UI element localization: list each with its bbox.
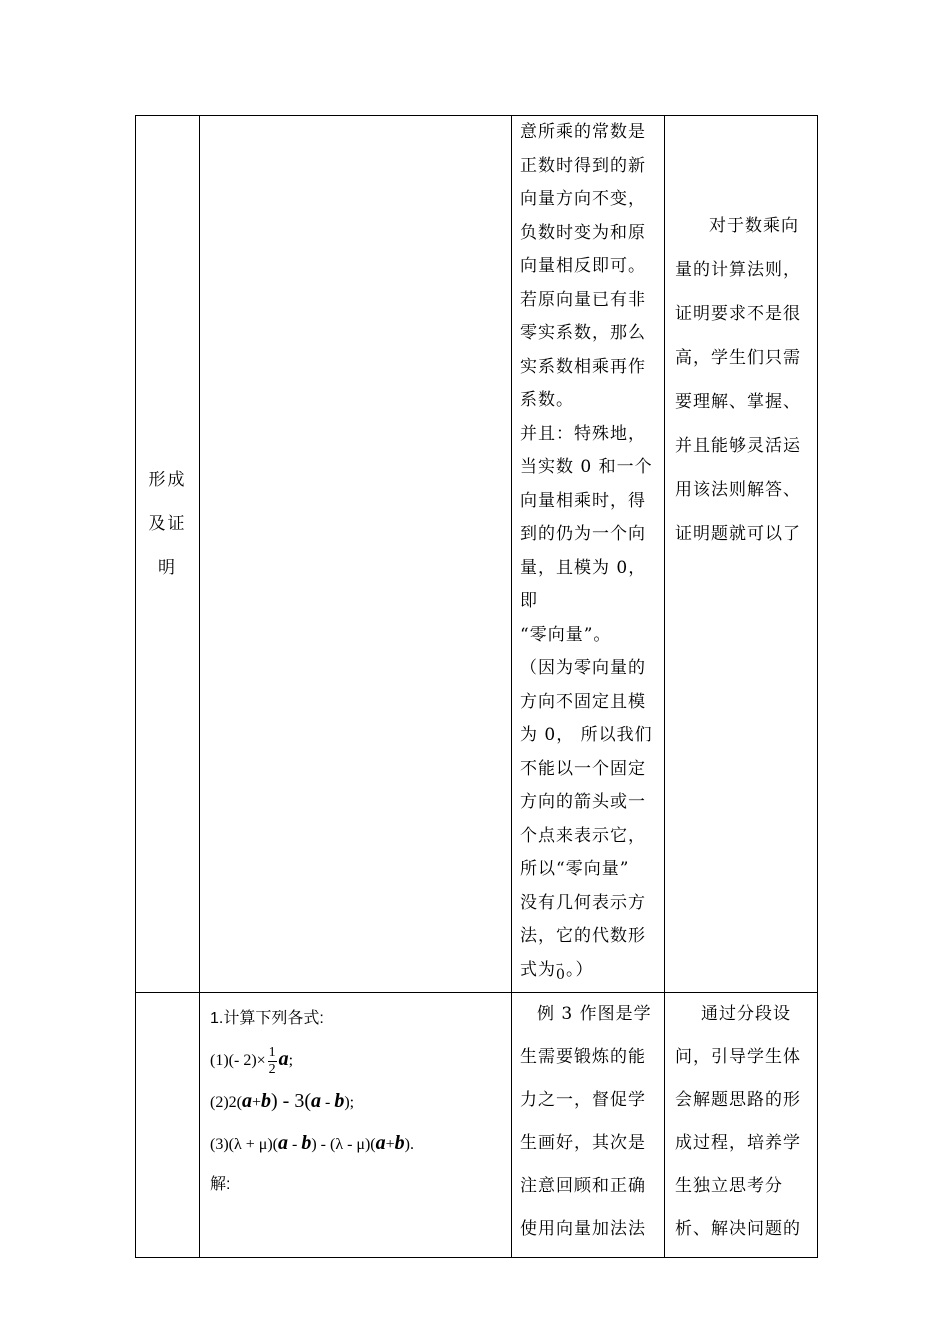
text-line: 不能以一个固定 (520, 758, 646, 779)
math-term: ) - (λ - μ)( (311, 1136, 376, 1153)
text-line: 方向不固定且模 (520, 691, 646, 712)
exercise-title: 1.计算下列各式: (210, 1010, 324, 1027)
text-line: 负数时变为和原 (520, 222, 646, 243)
text-line: 量的计算法则， (675, 260, 801, 280)
text-fragment: 式为 (520, 959, 556, 980)
vector-a: a (278, 1048, 289, 1070)
text-line: 生独立思考分 (675, 1176, 783, 1196)
vector-b: b (301, 1132, 312, 1154)
text-line: 用该法则解答、 (675, 480, 801, 500)
text-line: 证明要求不是很 (675, 304, 801, 324)
design-intent-cell (665, 993, 818, 1258)
student-activity-cell (512, 116, 665, 993)
text-line: 若原向量已有非 (520, 289, 646, 310)
text-line: 生画好，其次是 (520, 1133, 646, 1153)
text-line: 法，它的代数形 (520, 926, 646, 946)
math-punct: ). (404, 1136, 414, 1153)
table-row-formation-proof (136, 116, 818, 993)
text-line: 量，且模为 0，即 (520, 557, 647, 611)
design-intent-cell (665, 116, 818, 993)
exercise-number: (3) (210, 1136, 229, 1153)
text-line: 向量相乘时，得 (520, 490, 646, 511)
text-line: 注意回顾和正确 (520, 1176, 646, 1196)
exercise-cell (200, 993, 512, 1258)
vector-a: a (278, 1132, 288, 1154)
text-line: 高，学生们只需 (675, 348, 801, 368)
text-line: 生需要锻炼的能 (520, 1047, 646, 1067)
text-line: 例 3 作图是学 (537, 1004, 652, 1024)
text-line: 零实系数，那么 (520, 323, 646, 343)
zero-vector-symbol: → 0 (556, 959, 566, 993)
text-line: 没有几何表示方 (520, 892, 646, 913)
text-fragment: 。） (566, 959, 594, 980)
vector-b: b (334, 1090, 345, 1112)
math-operator: + (385, 1136, 395, 1153)
text-line: 通过分段设 (701, 1004, 791, 1024)
math-term: ) - 3( (271, 1090, 311, 1112)
text-line: 方向的箭头或一 (520, 792, 646, 812)
stage-label-cell-empty (136, 993, 200, 1258)
text-line: 向量方向不变， (520, 189, 646, 209)
text-line: 向量相反即可。 (520, 256, 646, 276)
vector-a: a (241, 1090, 252, 1112)
fraction-numerator: 1 (268, 1044, 276, 1060)
stage-label-line: 及证 (148, 514, 187, 534)
content-cell-empty (200, 116, 512, 993)
text-line: 证明题就可以了 (675, 524, 801, 544)
text-line: 正数时得到的新 (520, 155, 646, 176)
fraction-denominator: 2 (268, 1061, 276, 1077)
math-term: (λ + μ)( (228, 1136, 278, 1153)
answer-label: 解: (210, 1176, 231, 1193)
exercise-1 (210, 1039, 503, 1081)
stage-label-cell (136, 116, 200, 993)
exercise-2 (210, 1081, 503, 1123)
text-line: 个点来表示它， (520, 825, 646, 846)
text-line: 析、解决问题的 (675, 1219, 801, 1239)
math-operator: + (251, 1094, 262, 1111)
text-line: 并且：特殊地， (520, 423, 646, 444)
text-line: 所以“零向量” (520, 859, 630, 879)
vector-b: b (394, 1132, 405, 1154)
text-line: 到的仍为一个向 (520, 524, 646, 544)
text-line: 力之一，督促学 (520, 1090, 646, 1110)
text-line: （因为零向量的 (520, 658, 646, 678)
math-term: 2( (228, 1094, 242, 1111)
math-operator: - (288, 1136, 302, 1153)
vector-a: a (375, 1132, 386, 1154)
math-operator: - (321, 1094, 335, 1111)
text-line: 会解题思路的形 (675, 1090, 801, 1110)
vector-a: a (311, 1090, 321, 1112)
text-line-zero-vector (520, 954, 660, 993)
fraction-one-half (268, 1045, 277, 1078)
text-line: “零向量”。 (520, 624, 612, 645)
vector-b: b (261, 1090, 272, 1112)
stage-label-line: 形成 (148, 470, 187, 490)
text-line: 为 0， 所以我们 (520, 725, 653, 745)
text-line: 要理解、掌握、 (675, 392, 801, 412)
text-line: 问，引导学生体 (675, 1047, 801, 1067)
text-line: 系数。 (520, 390, 574, 410)
text-line: 意所乘的常数是 (520, 122, 646, 142)
exercise-3 (210, 1123, 503, 1165)
exercise-number: (2) (210, 1094, 229, 1111)
stage-label-line: 明 (158, 558, 177, 578)
lesson-plan-table (135, 115, 818, 1258)
student-activity-cell (512, 993, 665, 1258)
text-line: 实系数相乘再作 (520, 356, 646, 377)
text-line: 当实数 0 和一个 (520, 457, 653, 477)
table-row-exercise (136, 993, 818, 1258)
math-punct: ; (288, 1052, 294, 1069)
exercise-number: (1) (210, 1052, 229, 1069)
text-line: 并且能够灵活运 (675, 436, 801, 456)
text-line: 对于数乘向 (709, 216, 799, 236)
text-line: 成过程，培养学 (675, 1133, 801, 1153)
math-punct: ); (344, 1094, 355, 1111)
text-line: 使用向量加法法 (520, 1219, 646, 1239)
math-term: (- 2)× (228, 1052, 266, 1069)
